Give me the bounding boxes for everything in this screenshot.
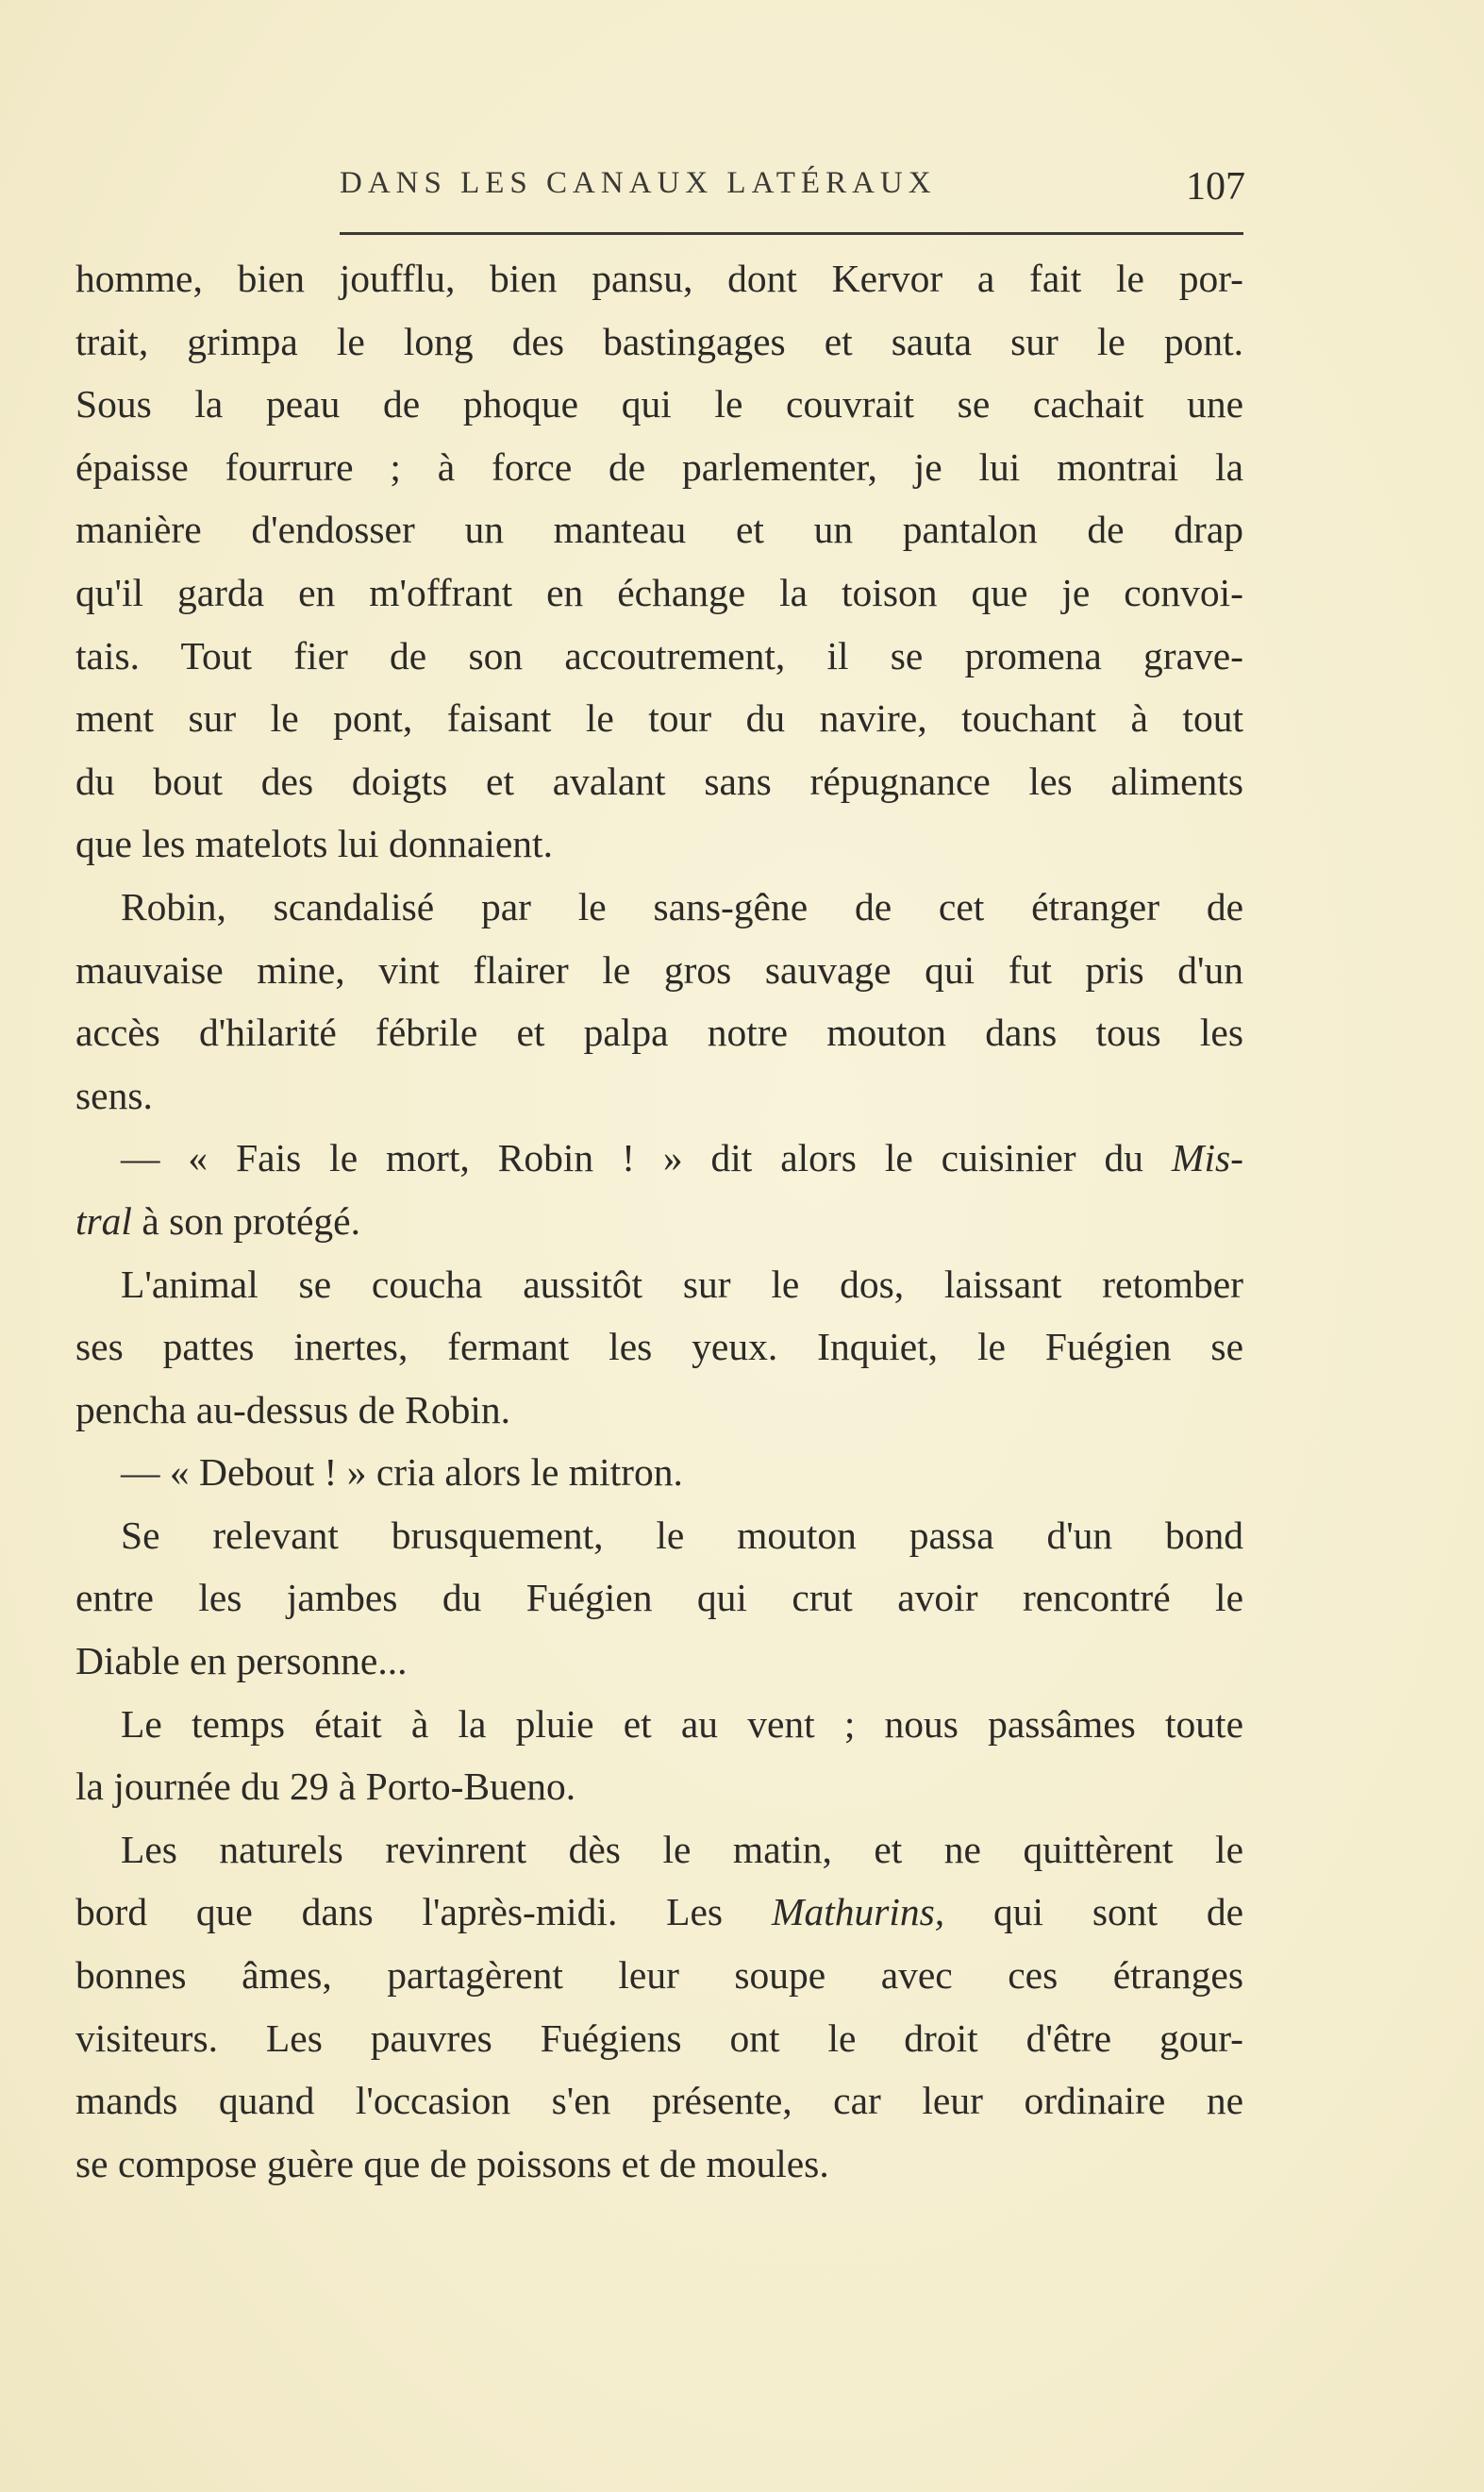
text-line: ment sur le pont, faisant le tour du navire, touchant à tout: [75, 696, 1243, 741]
text-line: du bout des doigts et avalant sans répugnance les aliments: [75, 759, 1243, 803]
text-line: pencha au-dessus de Robin.: [75, 1387, 510, 1431]
page-number: 107: [1186, 165, 1245, 209]
body-text: [75, 247, 1243, 2195]
text-line: Robin, scandalisé par le sans-gêne de cet étranger de: [121, 884, 1243, 928]
text-line: bonnes âmes, partagèrent leur soupe avec ces étranges: [75, 1953, 1243, 1998]
text-line: mands quand l'occasion s'en présente, car leur ordinaire ne: [75, 2079, 1243, 2123]
text-segment: qui sont de: [944, 1890, 1243, 1934]
text-line: épaisse fourrure ; à force de parlementer, je lui montrai la: [75, 444, 1243, 489]
text-line-with-italic: [75, 1127, 1243, 1190]
text-line: ses pattes inertes, fermant les yeux. Inquiet, le Fuégien se: [75, 1325, 1243, 1369]
text-line: manière d'endosser un manteau et un pantalon de drap: [75, 508, 1243, 552]
text-line: Se relevant brusquement, le mouton passa d'un bond: [121, 1513, 1243, 1557]
text-line: Sous la peau de phoque qui le couvrait se cachait une: [75, 382, 1243, 426]
text-line: — « Debout ! » cria alors le mitron.: [121, 1450, 683, 1495]
text-line: la journée du 29 à Porto-Bueno.: [75, 1764, 576, 1809]
text-line: que les matelots lui donnaient.: [75, 822, 553, 866]
text-line: se compose guère que de poissons et de moules.: [75, 2141, 829, 2185]
italic-text-segment: Mathurins,: [771, 1890, 945, 1934]
text-line: Diable en personne...: [75, 1639, 408, 1683]
text-line: sens.: [75, 1073, 153, 1117]
text-line: accès d'hilarité fébrile et palpa notre mouton dans tous les: [75, 1011, 1243, 1055]
italic-text-segment: tral: [75, 1198, 132, 1243]
text-segment: à son protégé.: [131, 1198, 360, 1243]
text-segment: — « Fais le mort, Robin ! » dit alors le cuisinier du: [121, 1136, 1172, 1180]
italic-text-segment: Mis-: [1171, 1136, 1243, 1180]
text-line: homme, bien joufflu, bien pansu, dont Kervor a fait le por-: [75, 257, 1243, 300]
text-line: trait, grimpa le long des bastingages et sauta sur le pont.: [75, 319, 1243, 363]
text-line: Les naturels revinrent dès le matin, et ne quittèrent le: [121, 1827, 1243, 1871]
running-header: [340, 160, 1245, 208]
text-line-with-italic: [75, 1190, 1243, 1253]
text-line-with-italic: [75, 1881, 1243, 1944]
text-segment: bord que dans l'après-midi. Les: [75, 1890, 772, 1934]
text-line: visiteurs. Les pauvres Fuégiens ont le droit d'être gour-: [75, 2015, 1243, 2060]
text-line: entre les jambes du Fuégien qui crut avoir rencontré le: [75, 1576, 1243, 1620]
running-title: DANS LES CANAUX LATÉRAUX: [340, 166, 937, 200]
text-line: Le temps était à la pluie et au vent ; nous passâmes toute: [121, 1701, 1243, 1746]
text-line: L'animal se coucha aussitôt sur le dos, laissant retomber: [121, 1262, 1243, 1306]
header-rule: [340, 232, 1243, 235]
text-line: mauvaise mine, vint flairer le gros sauvage qui fut pris d'un: [75, 947, 1243, 992]
text-line: qu'il garda en m'offrant en échange la toison que je convoi-: [75, 570, 1243, 614]
text-line: tais. Tout fier de son accoutrement, il se promena grave-: [75, 633, 1243, 677]
